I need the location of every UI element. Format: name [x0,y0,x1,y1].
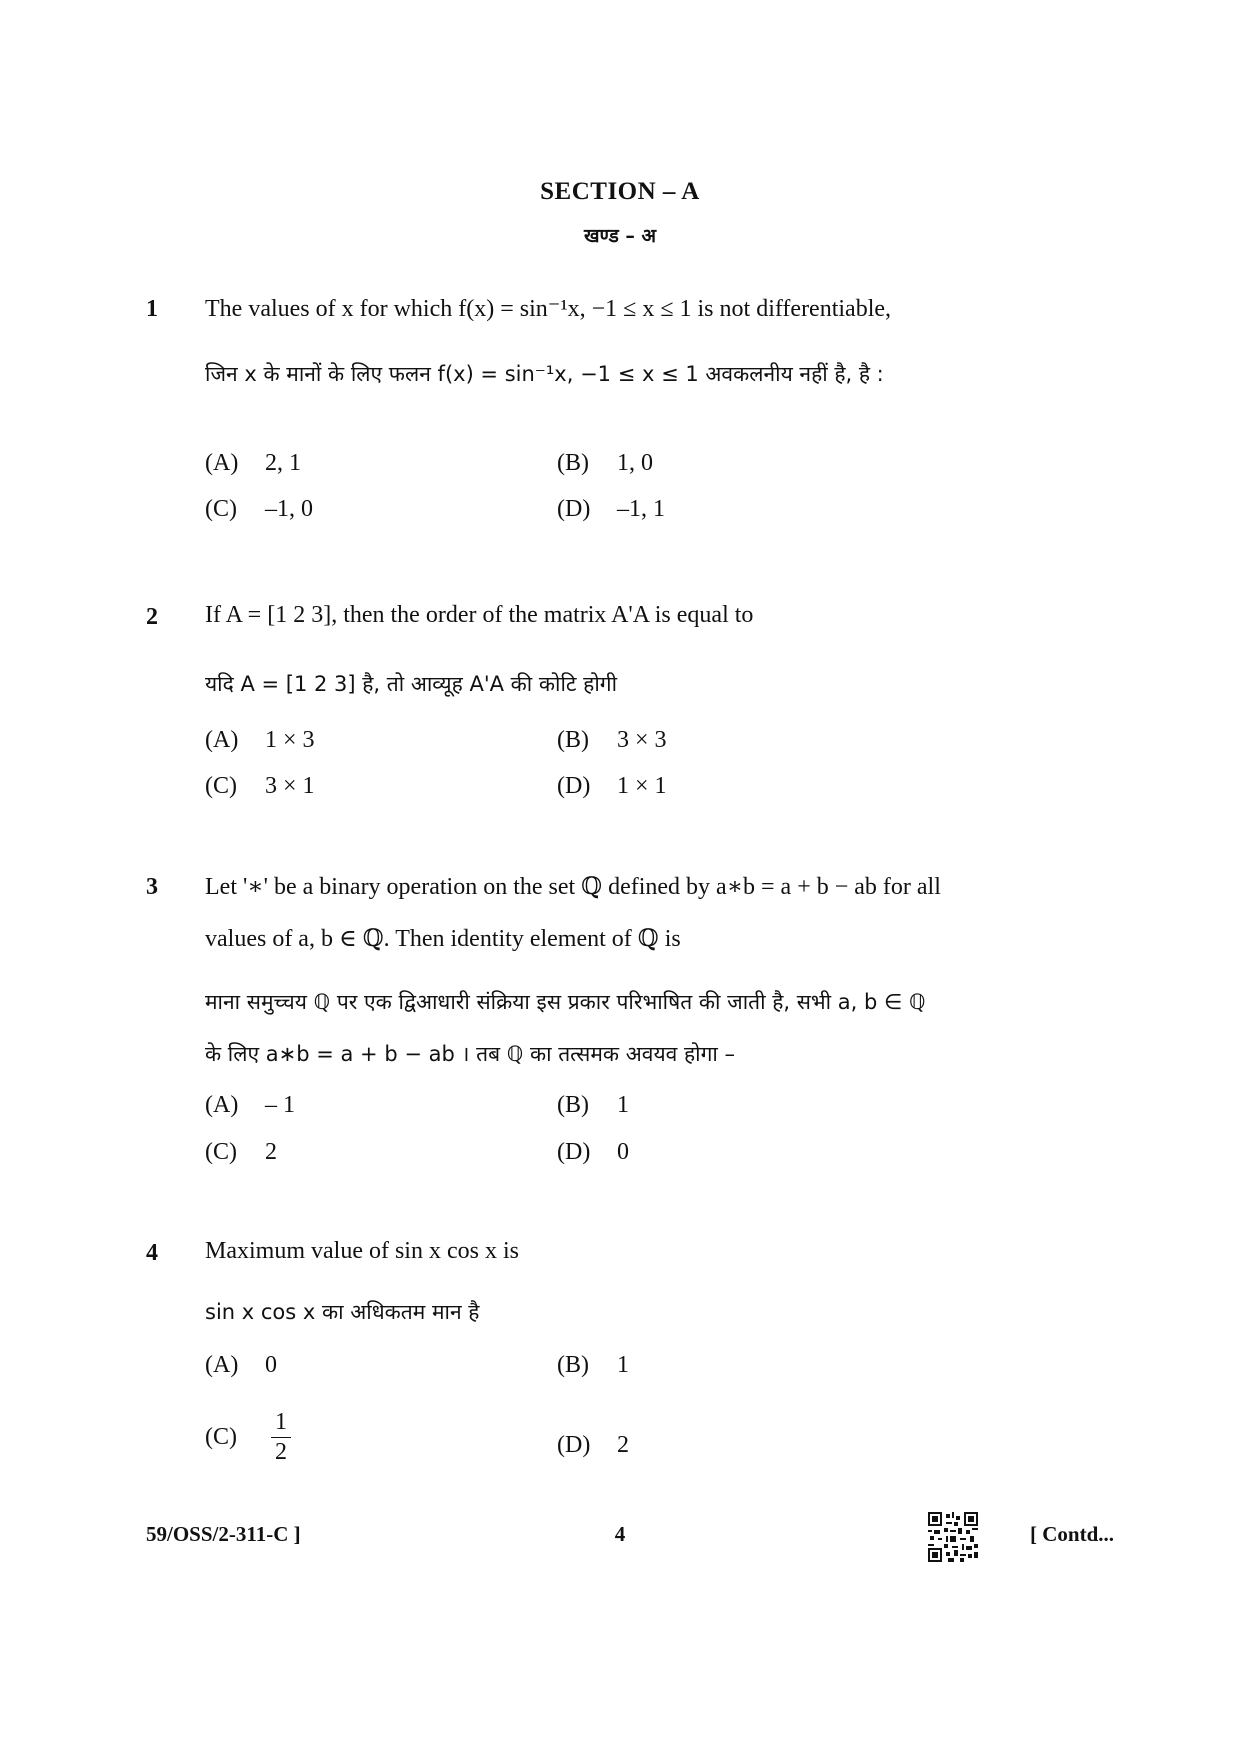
option-a[interactable] [205,727,315,754]
page-number: 4 [614,1522,626,1546]
section-title: SECTION – A [540,178,700,205]
question-number: 1 [146,296,158,322]
option-label: (B) [557,727,589,753]
option-d[interactable] [557,1432,629,1459]
option-a[interactable] [205,450,301,477]
option-value: 2 [265,1139,277,1165]
option-b[interactable] [557,450,653,477]
question-number: 2 [146,604,158,630]
fraction-numerator: 1 [275,1409,287,1435]
question-text-english: The values of x for which f(x) = sin⁻¹x, −1 ≤ x ≤ 1 is not differentiable, [205,296,892,322]
option-c[interactable] [205,773,315,800]
option-b[interactable] [557,1352,629,1379]
question-text-hindi: यदि A = [1 2 3] है, तो आव्यूह A'A की कोटि होगी [205,672,618,696]
option-value: – 1 [265,1092,295,1118]
option-label: (B) [557,1352,589,1378]
option-value: 3 × 3 [617,727,667,753]
option-b[interactable] [557,1092,629,1119]
option-value: 2 [617,1432,629,1458]
option-c[interactable] [205,1139,277,1166]
option-label: (C) [205,1424,237,1451]
option-b[interactable] [557,727,667,754]
option-c[interactable] [205,496,313,523]
option-label: (B) [557,1092,589,1118]
option-label: (C) [205,1139,237,1165]
option-label: (A) [205,450,239,476]
question-text-hindi: माना समुच्चय ℚ पर एक द्विआधारी संक्रिया इस प्रकार परिभाषित की जाती है, सभी a, b ∈ ℚ [205,990,926,1014]
option-label: (B) [557,450,589,476]
paper-code: 59/OSS/2-311-C ] [146,1522,301,1546]
option-value: 1, 0 [617,450,653,476]
option-label: (D) [557,1432,591,1458]
option-d[interactable] [557,1139,629,1166]
question-text-english: values of a, b ∈ ℚ. Then identity element of ℚ is [205,926,681,952]
option-a[interactable] [205,1352,277,1379]
option-value: 1 [617,1352,629,1378]
option-d[interactable] [557,496,665,523]
option-label: (D) [557,1139,591,1165]
option-value: –1, 0 [265,496,313,522]
question-text-english: If A = [1 2 3], then the order of the matrix A'A is equal to [205,602,754,628]
option-d[interactable] [557,773,667,800]
option-value: 1 × 1 [617,773,667,799]
question-number: 4 [146,1240,158,1266]
question-text-hindi: sin x cos x का अधिकतम मान है [205,1300,480,1324]
qr-code-icon [928,1512,978,1562]
option-label: (A) [205,1092,239,1118]
fraction-denominator: 2 [275,1439,287,1466]
question-number: 3 [146,874,158,900]
option-label: (C) [205,496,237,522]
option-label: (D) [557,773,591,799]
option-value: 1 [617,1092,629,1118]
question-text-english: Let '∗' be a binary operation on the set ℚ defined by a∗b = a + b − ab for all [205,874,941,900]
option-value: 0 [617,1139,629,1165]
fraction-bar [271,1437,291,1438]
option-a[interactable] [205,1092,295,1119]
option-value: 0 [265,1352,277,1378]
fraction [271,1410,291,1465]
option-value: –1, 1 [617,496,665,522]
option-value: 2, 1 [265,450,301,476]
continued-label: [ Contd... [1029,1522,1114,1546]
option-label: (A) [205,727,239,753]
option-value: 3 × 1 [265,773,315,799]
question-text-english: Maximum value of sin x cos x is [205,1238,519,1264]
option-label: (A) [205,1352,239,1378]
question-text-hindi: जिन x के मानों के लिए फलन f(x) = sin⁻¹x, −1 ≤ x ≤ 1 अवकलनीय नहीं है, है : [205,362,884,386]
option-value: 1 × 3 [265,727,315,753]
option-label: (C) [205,773,237,799]
option-label: (D) [557,496,591,522]
section-subtitle: खण्ड – अ [584,225,656,247]
question-text-hindi: के लिए a∗b = a + b − ab । तब ℚ का तत्समक अवयव होगा – [205,1042,736,1066]
option-c[interactable] [205,1410,291,1465]
